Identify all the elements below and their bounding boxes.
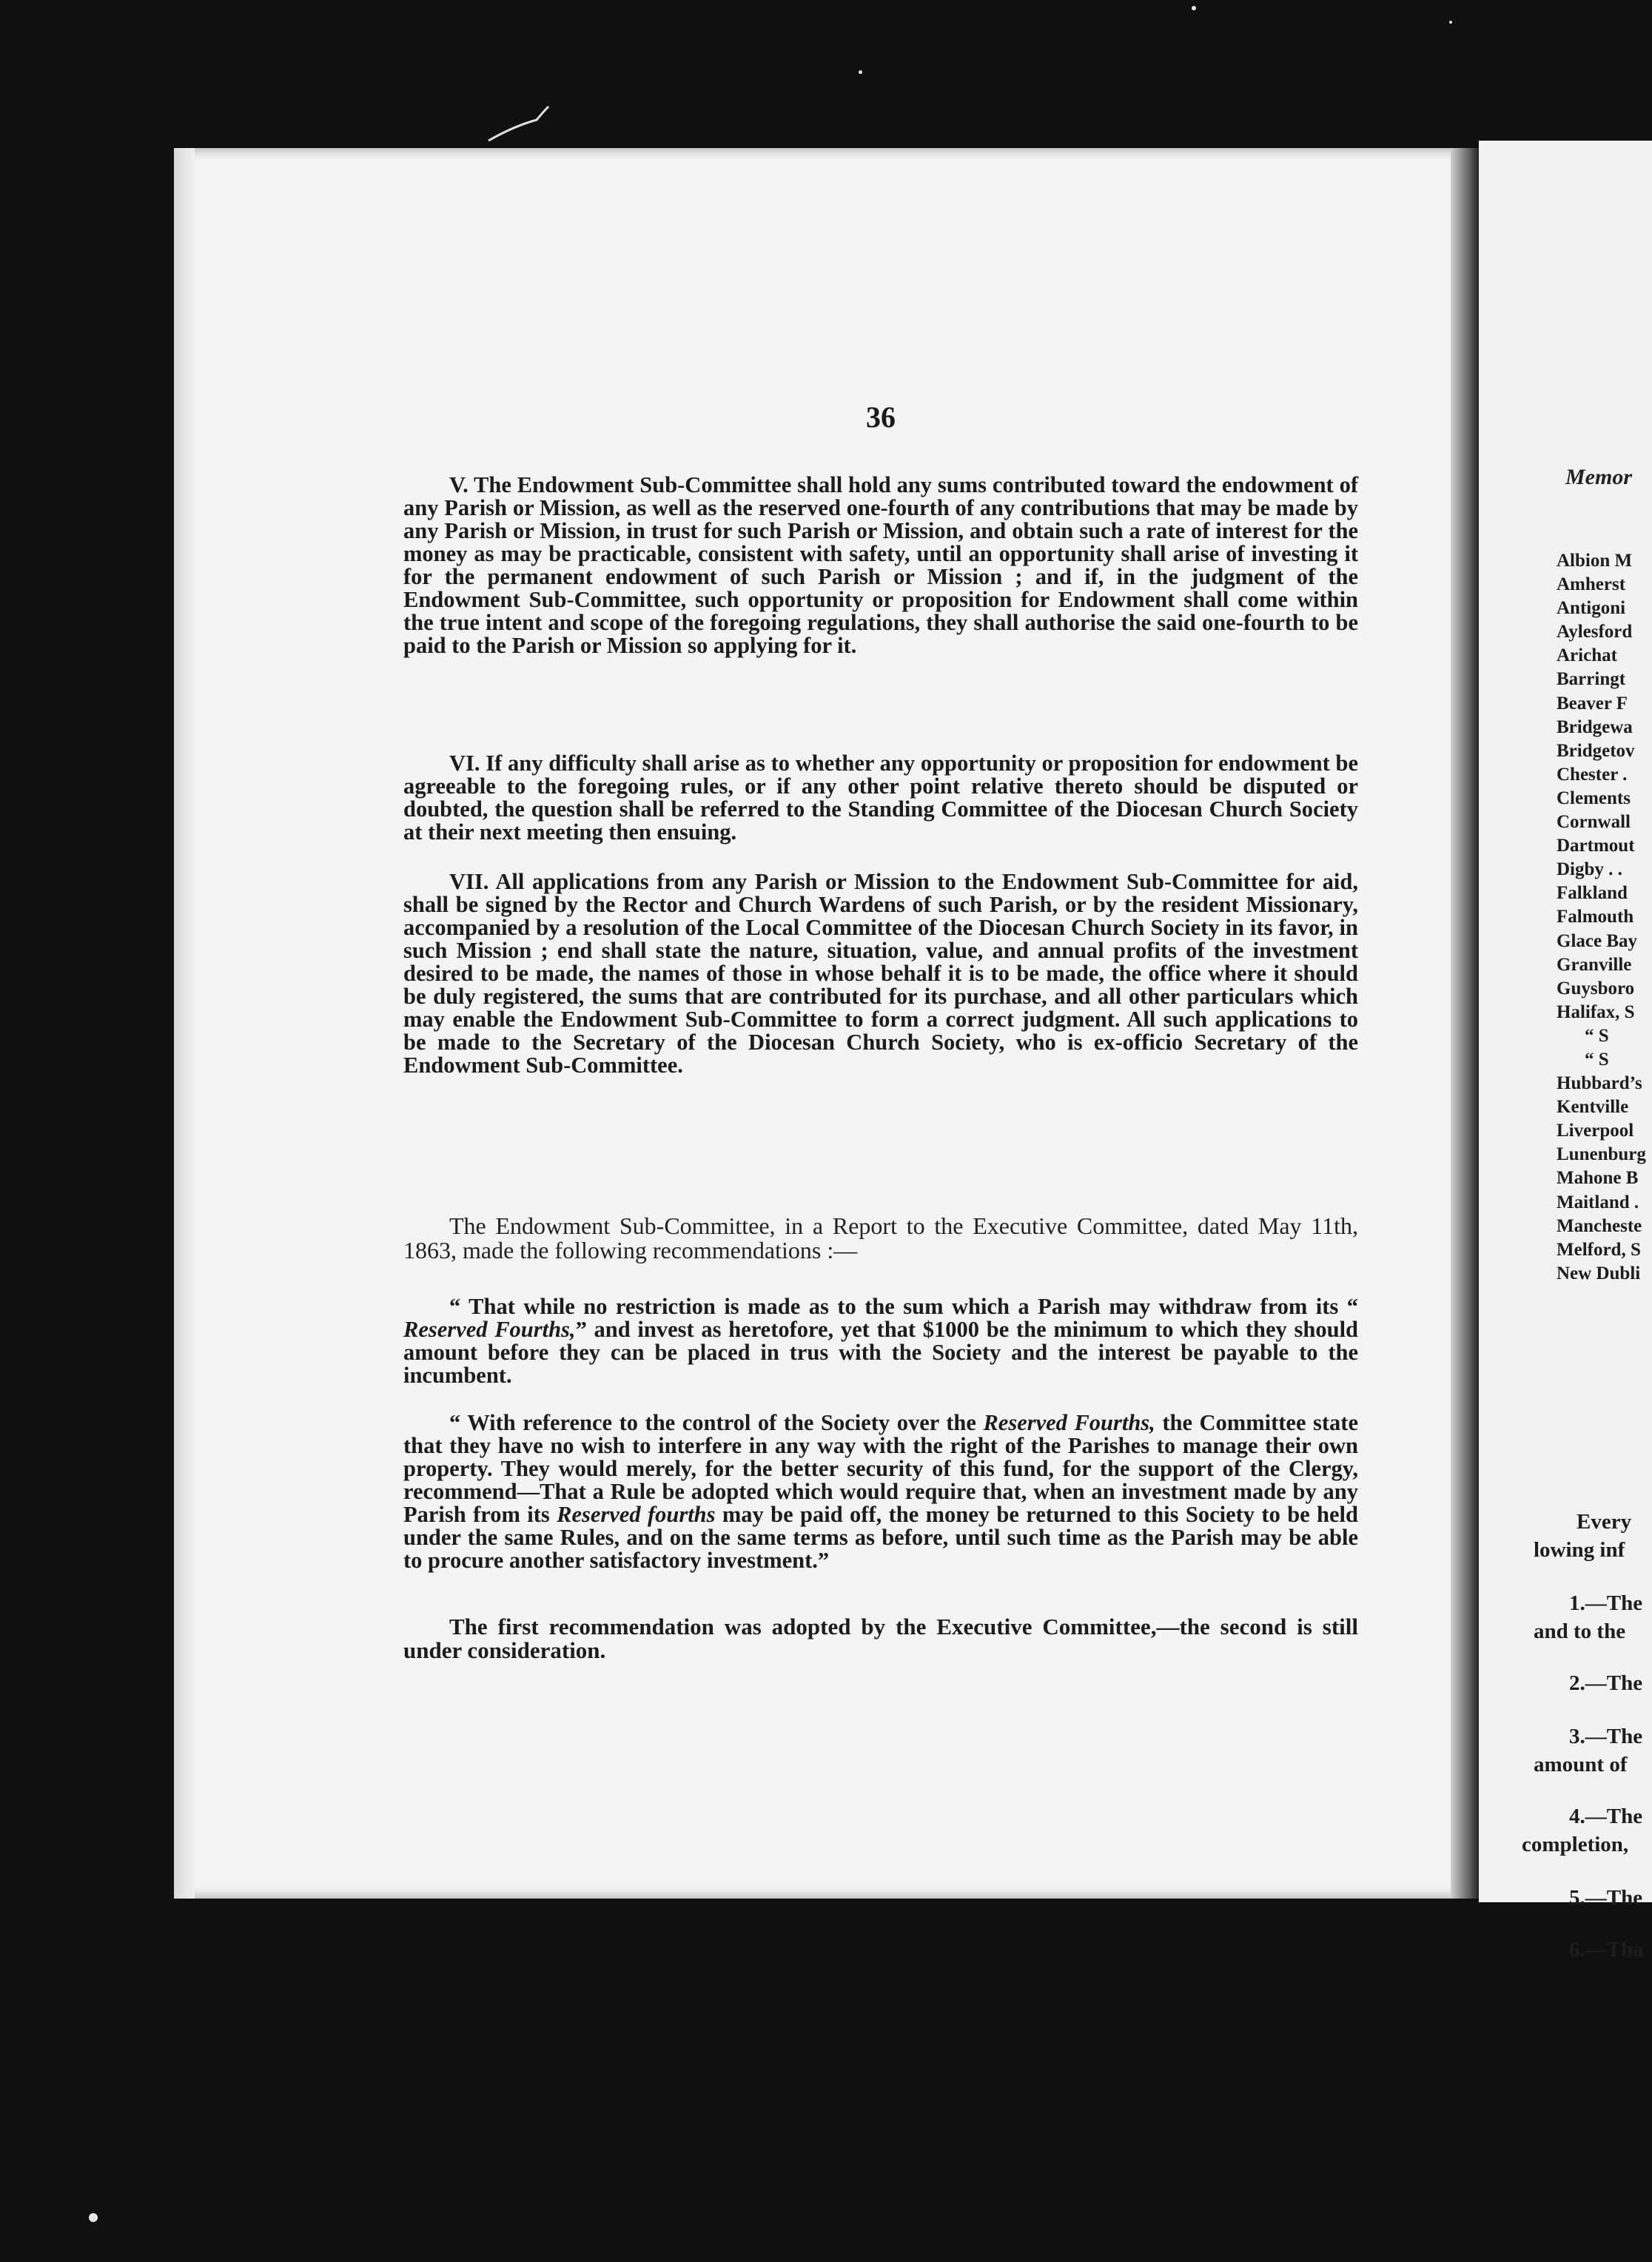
list-item: Hubbard’s [1557,1073,1642,1094]
text-line: and to the [1534,1620,1626,1643]
closing-paragraph [403,1615,1358,1662]
list-item: Maitland . [1557,1192,1639,1212]
section-vi [403,752,1358,844]
closing-text: The first recommendation was adopted by the Executive Committee,—the second is still under consideration. [403,1614,1358,1663]
list-item: Barringt [1557,669,1626,690]
book-gutter [1451,148,1479,1899]
quote-2-part3: may be paid off, the money be returned to this Society to be held under the same Rules, and on the same terms as before, until such time as the Parish may be able to procure another satisfactory investment.” [403,1502,1358,1573]
text-line: 5.—The [1569,1886,1643,1910]
quote-1-text [403,1295,1358,1387]
report-intro [403,1214,1358,1263]
list-item: Chester . [1557,764,1628,785]
list-item: “ S [1585,1049,1609,1070]
list-item: Mancheste [1557,1215,1642,1236]
list-item: Falmouth [1557,907,1634,927]
quote-2-part2: the Committee state that they have no wish to interfere in any way with the right of the Parishes to manage their own property. They would merely, for the better security of this fund, for the support of the Clergy, recommend—That a Rule be adopted which would require that, when an investment made by any Parish from its [403,1410,1358,1527]
list-item: Albion M [1557,551,1633,571]
text-line: 2.—The [1569,1671,1643,1695]
list-item: Beaver F [1557,693,1628,714]
list-item: Mahone B [1557,1168,1639,1189]
quote-1-before: “ That while no restriction is made as to the sum which a Parish may withdraw from its “ [449,1294,1358,1319]
list-item: Guysboro [1557,978,1635,999]
list-item: Falkland [1557,883,1628,904]
list-item: Arichat [1557,645,1617,666]
section-vi-text: VI. If any difficulty shall arise as to whether any opportunity or proposition for endowment be agreeable to the foregoing rules, or if any other point relative thereto should be disputed or doubted, the question shall be referred to the Standing Committee of the Diocesan Church Society at their next meeting then ensuing. [403,751,1358,845]
quote-2-italic1: Reserved Fourths, [983,1410,1155,1435]
quote-1-after: ” and invest as heretofore, yet that $1000 be the minimum to which they should amount before they can be placed in trus with the Society and the interest be payable to the incumbent. [403,1317,1359,1388]
list-item: Bridgewa [1557,716,1633,737]
list-item: Dartmout [1557,836,1635,856]
dust-speck [89,2213,98,2222]
text-line: lowing inf [1534,1538,1625,1562]
dust-speck [1449,21,1452,24]
list-item: “ S [1585,1025,1609,1046]
list-item: Aylesford [1557,622,1633,642]
list-item: Clements [1557,788,1631,808]
quote-2-text [403,1412,1358,1572]
recommendation-quote-2 [403,1412,1358,1572]
dust-speck [1192,6,1196,10]
section-v [403,474,1358,657]
scan-scratch [485,104,551,148]
text-line: 4.—The [1569,1805,1643,1828]
list-item: Amherst [1557,574,1626,595]
list-item: New Dubli [1557,1263,1641,1283]
parish-list [1557,549,1646,1286]
section-v-text: V. The Endowment Sub-Committee shall hold any sums contributed toward the endowment of any Parish or Mission, as well as the reserved one-fourth of any contributions that may be made by any Parish or Mission, in trust for such Parish or Mission, and obtain such a rate of interest for the money as may be practicable, consistent with safety, until an opportunity shall arise of investing it for the permanent endowment of such Parish or Mission ; and if, in the judgment of the Endowment Sub-Committee, such opportunity or proposition for Endowment shall come within the true intent and scope of the foregoing regulations, they shall authorise the said one-fourth to be paid to the Parish or Mission so applying for it. [403,472,1358,658]
list-item: Cornwall [1557,812,1631,833]
quote-2-part1: “ With reference to the control of the Society over the [449,1410,984,1435]
page-number: 36 [866,400,896,434]
text-line: 1.—The [1569,1591,1643,1615]
quote-2-italic2: Reserved fourths [557,1502,716,1527]
list-item: Granville [1557,954,1632,975]
list-item: Halifax, S [1557,1001,1635,1022]
report-intro-text: The Endowment Sub-Committee, in a Report to the Executive Committee, dated May 11th, 1863, made the following recommendations :— [403,1212,1358,1263]
list-item: Glace Bay [1557,930,1638,951]
text-line: completion, [1522,1833,1629,1856]
text-line: 6.—Tha [1569,1938,1644,1961]
dust-speck [859,70,862,74]
list-item: Bridgetov [1557,740,1635,761]
list-item: Kentville [1557,1097,1629,1118]
recommendation-quote-1 [403,1295,1358,1387]
list-item: Antigoni [1557,598,1626,619]
section-vii [403,870,1358,1077]
list-item: Liverpool [1557,1121,1634,1141]
right-page-heading: Memor [1565,465,1632,489]
text-line: 3.—The [1569,1725,1643,1748]
page-edge [174,148,195,1899]
text-line: amount of [1534,1753,1628,1776]
list-item: Melford, S [1557,1239,1641,1260]
list-item: Lunenburg [1557,1144,1646,1165]
section-vii-text: VII. All applications from any Parish or Mission to the Endowment Sub-Committee for aid, shall be signed by the Rector and Church Wardens of such Parish, or by the resident Missionary, accompanied by a resolution of the Local Committee of the Diocesan Church Society in its favor, in such Mission ; end shall state the nature, situation, value, and annual profits of the investment desired to be made, the names of those in whose behalf it is to be made, the office where it should be duly registered, the sums that are contributed for its purchase, and all other particulars which may enable the Endowment Sub-Committee to form a correct judgment. All such applications to be made to the Secretary of the Diocesan Church Society, who is ex-officio Secretary of the Endowment Sub-Committee. [403,869,1358,1078]
quote-1-italic: Reserved Fourths, [403,1317,576,1342]
text-line: Every [1577,1510,1632,1534]
list-item: Digby . . [1557,859,1622,880]
